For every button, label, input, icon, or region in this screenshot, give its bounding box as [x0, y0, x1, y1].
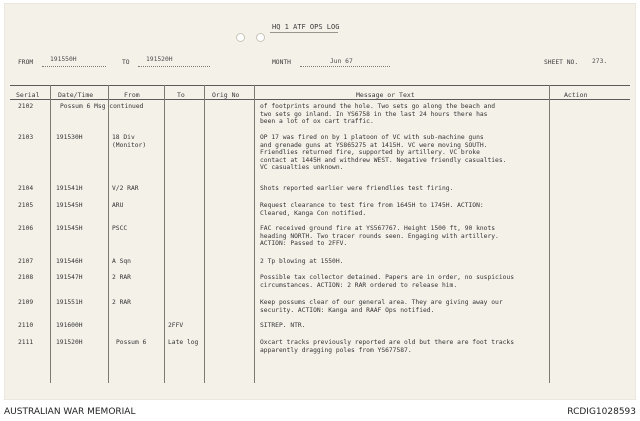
- from-cell: 2 RAR: [112, 299, 131, 306]
- message-line: circumstances. ACTION: 2 RAR ordered to release him.: [260, 281, 458, 289]
- serial-cell: 2109: [18, 299, 34, 306]
- message-line: Oxcart tracks previously reported are old but there are foot tracks: [260, 339, 515, 346]
- col-header-to: To: [177, 91, 185, 99]
- serial-cell: 2111: [18, 339, 34, 346]
- message-line: ACTION: Passed to 2FFV.: [260, 240, 348, 248]
- message-line: VC casualties unknown.: [260, 164, 344, 172]
- from-value: 191550H: [50, 56, 77, 63]
- message-line: contact at 1445H and withdrew WEST. Negative friendly casualties.: [260, 156, 507, 164]
- time-cell: 191520H: [56, 339, 83, 346]
- month-value: Jun 67: [330, 58, 353, 65]
- sheet-value: 273.: [592, 58, 608, 65]
- time-cell: 191546H: [56, 258, 83, 265]
- message-line: OP 17 was fired on by 1 platoon of VC with sub-machine guns: [260, 134, 484, 141]
- col-header-from: From: [124, 91, 140, 99]
- to-cell: 2FFV: [168, 322, 184, 329]
- time-cell: 191547H: [56, 274, 83, 281]
- from-cell: Possum 6: [116, 339, 147, 346]
- from-cell: V/2 RAR: [112, 185, 139, 192]
- punch-hole: [236, 33, 245, 42]
- from-cell: PSCC: [112, 225, 128, 232]
- from-cell: Possum 6 Msg continued: [60, 103, 144, 110]
- time-cell: 191545H: [56, 202, 83, 209]
- message-line: 2 Tp blowing at 1550H.: [260, 258, 344, 265]
- time-cell: 191600H: [56, 322, 83, 329]
- time-cell: 191545H: [56, 225, 83, 232]
- serial-cell: 2102: [18, 103, 34, 110]
- serial-cell: 2108: [18, 274, 34, 281]
- message-line: apparently dragging poles from YS677587.: [260, 346, 412, 354]
- time-cell: 191541H: [56, 185, 83, 192]
- from-cell: ARU: [112, 202, 124, 209]
- message-line: Cleared, Kanga Con notified.: [260, 209, 367, 217]
- sheet-label: SHEET NO.: [544, 59, 579, 66]
- message-line: of footprints around the hole. Two sets go along the beach and: [260, 103, 496, 110]
- message-line: Friendlies returned fire, supported by artillery. VC broke: [260, 149, 480, 157]
- serial-cell: 2105: [18, 202, 34, 209]
- serial-cell: 2110: [18, 322, 34, 329]
- to-cell: Late log: [168, 339, 199, 346]
- col-header-orig-no: Orig No: [212, 91, 240, 99]
- serial-cell: 2106: [18, 225, 34, 232]
- message-line: heading NORTH. Two tracer rounds seen. Engaging with artillery.: [260, 232, 499, 240]
- footer-institution: AUSTRALIAN WAR MEMORIAL: [4, 407, 136, 417]
- punch-hole: [256, 33, 265, 42]
- message-line: two sets go inland. In YS6758 in the last 24 hours there has: [260, 110, 488, 118]
- message-line: and grenade guns at YS865275 at 1415H. VC were moving SOUTH.: [260, 141, 488, 149]
- col-header-serial: Serial: [16, 91, 40, 99]
- to-value: 191520H: [146, 56, 173, 63]
- footer-record-id: RCDIG1028593: [567, 407, 636, 417]
- serial-cell: 2104: [18, 185, 34, 192]
- col-header-message: Message or Text: [356, 91, 415, 99]
- message-line: Request clearance to test fire from 1645H to 1745H. ACTION:: [260, 202, 484, 209]
- month-label: MONTH: [272, 59, 291, 66]
- message-line: Keep possums clear of our general area. They are giving away our: [260, 299, 503, 306]
- from-cell: 2 RAR: [112, 274, 131, 281]
- col-header-action: Action: [564, 91, 588, 99]
- message-line: been a lot of ox cart traffic.: [260, 118, 374, 126]
- message-line: Shots reported earlier were friendlies test firing.: [260, 185, 454, 192]
- to-label: TO: [122, 59, 130, 66]
- time-cell: 191551H: [56, 299, 83, 306]
- from-cell: A Sqn: [112, 258, 131, 265]
- message-line: security. ACTION: Kanga and RAAF Ops notified.: [260, 306, 435, 314]
- col-header-datetime: Date/Time: [58, 91, 94, 99]
- serial-cell: 2103: [18, 134, 34, 141]
- message-line: FAC received ground fire at YS567767. Height 1500 ft, 90 knots: [260, 225, 496, 232]
- message-line: SITREP. NTR.: [260, 322, 306, 329]
- time-cell: 191530H: [56, 134, 83, 141]
- message-line: Possible tax collector detained. Papers are in order, no suspicious: [260, 274, 515, 281]
- log-sheet: [4, 3, 636, 400]
- serial-cell: 2107: [18, 258, 34, 265]
- log-title: HQ 1 ATF OPS LOG: [272, 23, 340, 31]
- from-label: FROM: [18, 59, 34, 66]
- from-cell: 18 Div (Monitor): [112, 134, 147, 149]
